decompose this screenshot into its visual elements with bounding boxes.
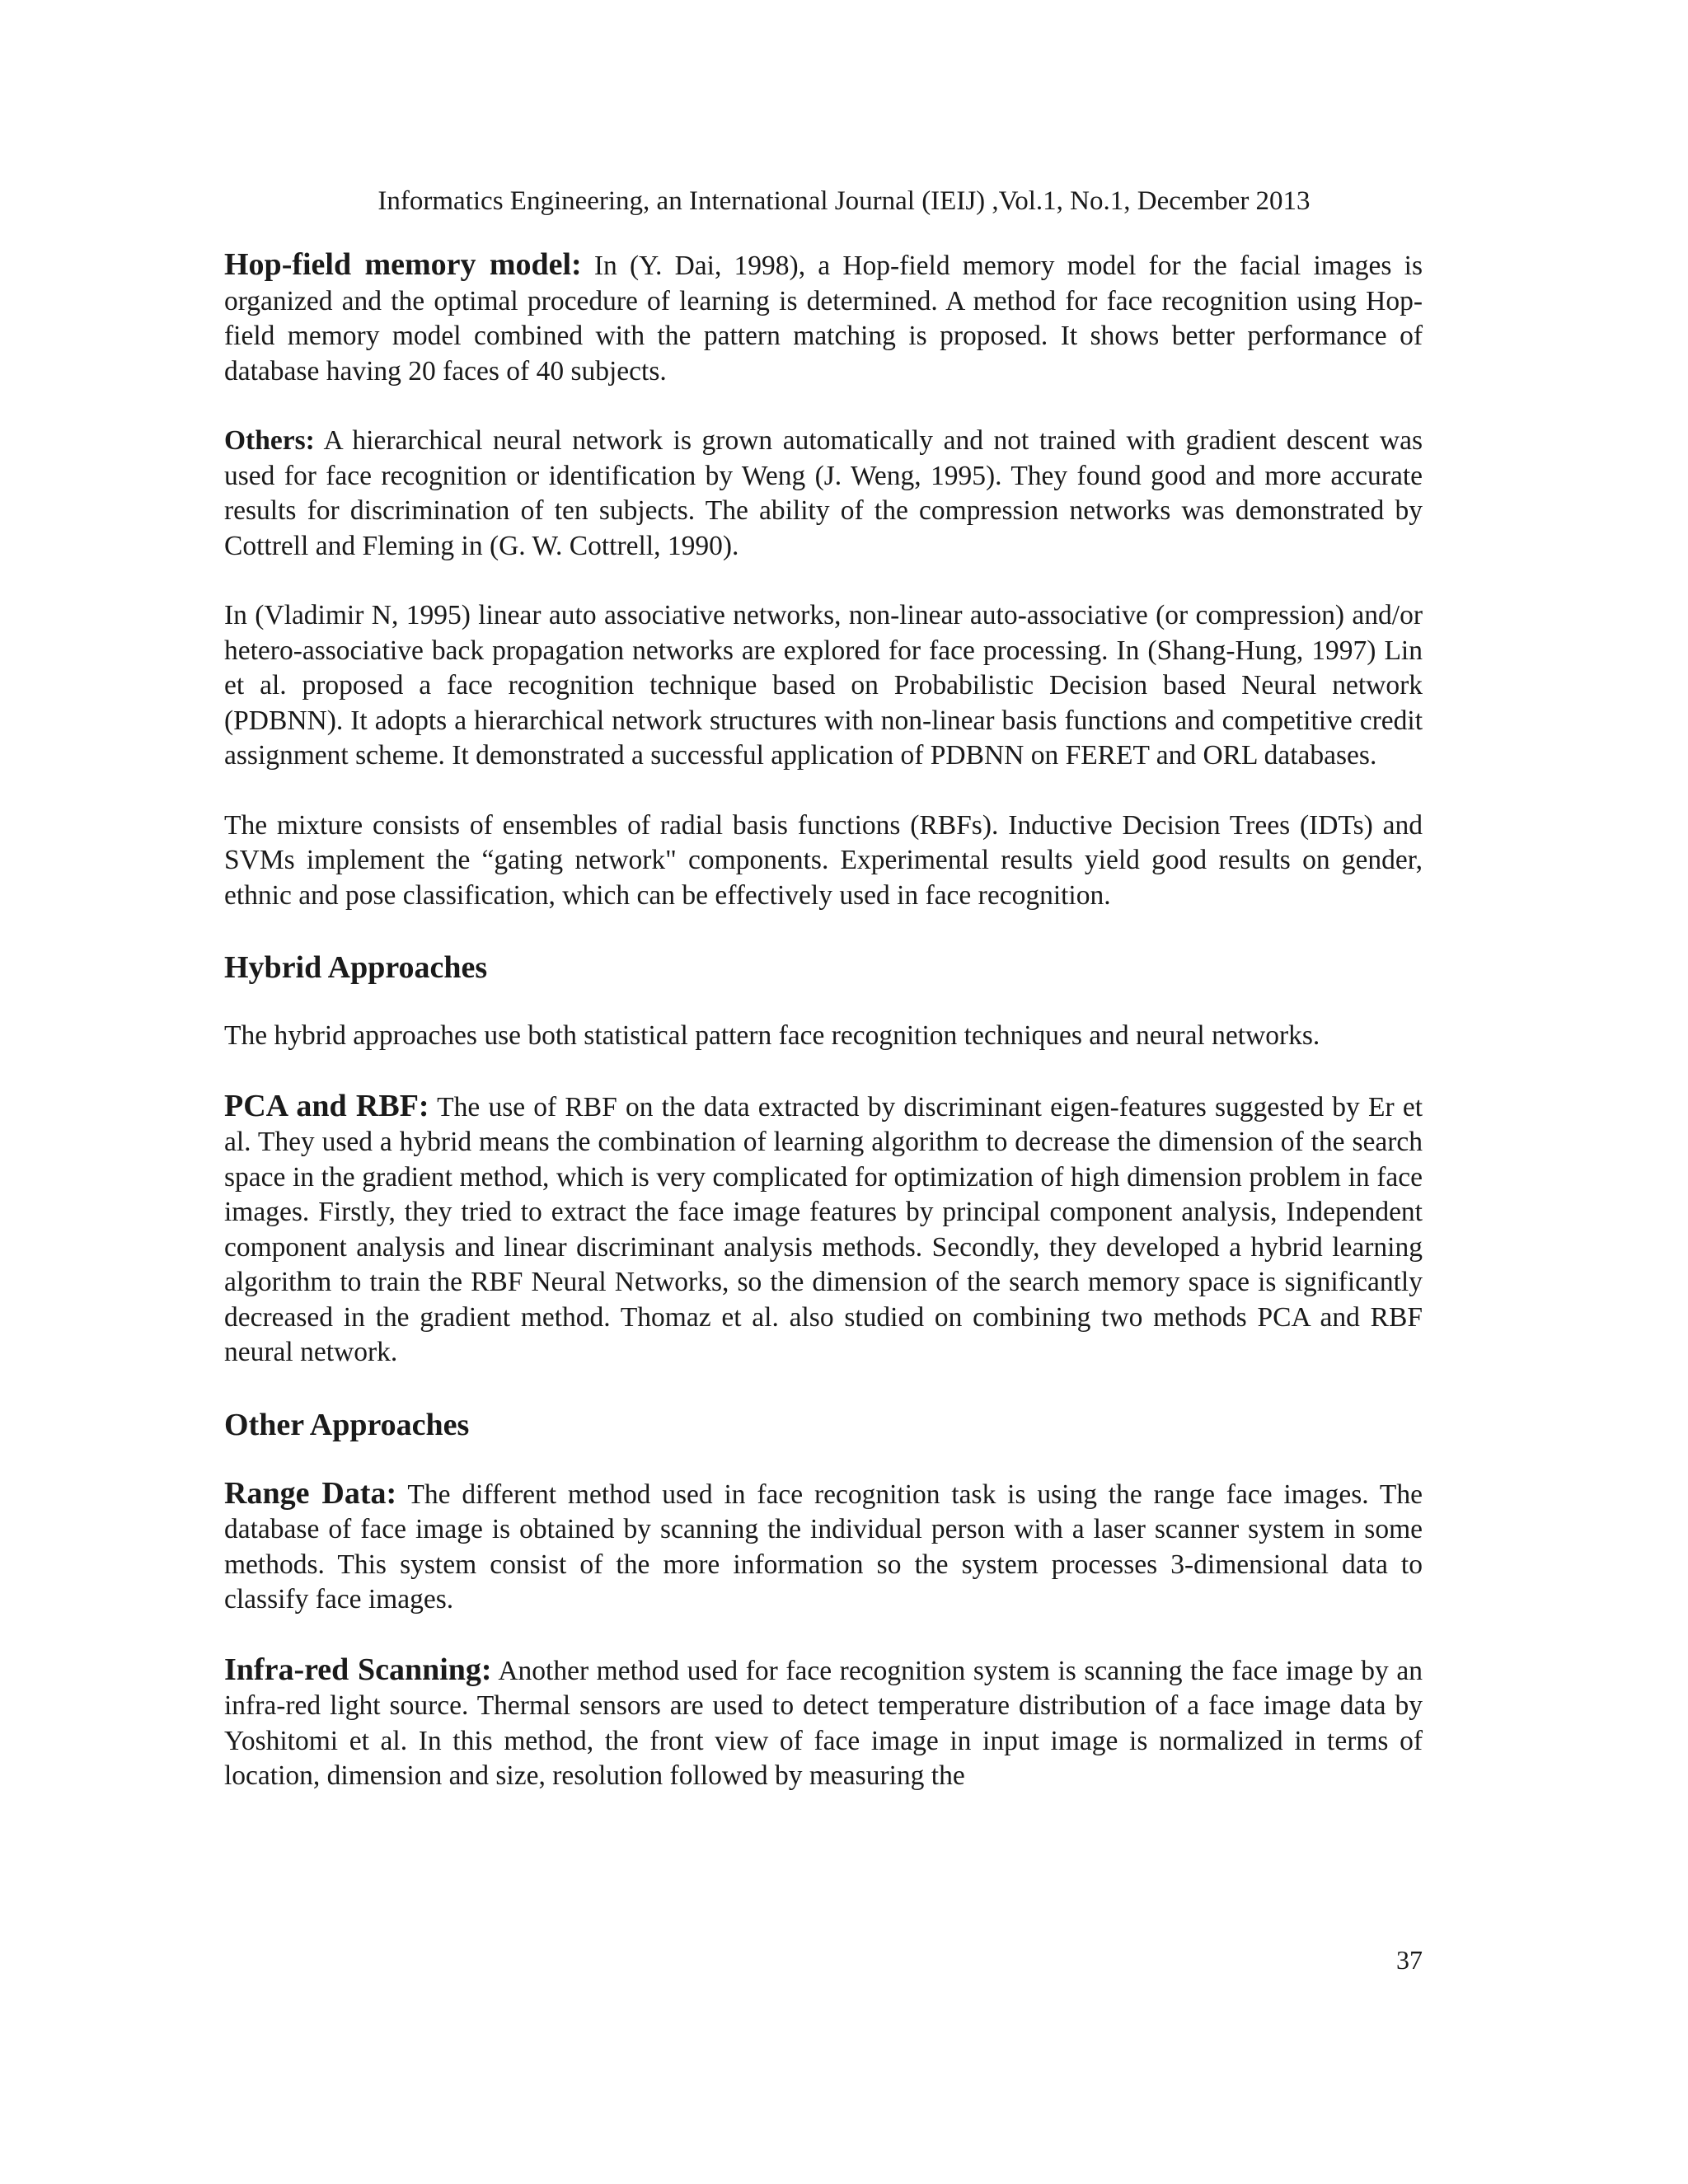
paragraph-vladimir: In (Vladimir N, 1995) linear auto associative networks, non-linear auto-associative (or compression) and/or hetero-associative back propagation networks are explored for face processing. In (Shang-Hung, 1997) Lin et al. proposed a face recognition technique based on Probabilistic Decision based Neural network (PDBNN). It adopts a hierarchical network structures with non-linear basis functions and competitive credit assignment scheme. It demonstrated a successful application of PDBNN on FERET and ORL databases.: [224, 600, 1423, 771]
paragraph-pca-rbf: [224, 1089, 1423, 1371]
section-heading-hybrid: Hybrid Approaches: [224, 950, 488, 985]
paragraph-mixture: The mixture consists of ensembles of radial basis functions (RBFs). Inductive Decision Trees (IDTs) and SVMs implement the “gating network" components. Experimental results yield good results on gender, ethnic and pose classification, which can be effectively used in face recognition.: [224, 809, 1423, 911]
paragraph-text-hopfield: In (Y. Dai, 1998), a Hop-field memory model for the facial images is organized and the optimal procedure of learning is determined. A method for face recognition using Hop-field memory model combined with the pattern matching is proposed. It shows better performance of database having 20 faces of 40 subjects.: [224, 251, 1423, 387]
running-header: Informatics Engineering, an International Journal (IEIJ) ,Vol.1, No.1, December 2013: [377, 186, 1311, 216]
paragraph-text-range-data: The different method used in face recognition task is using the range face images. The database of face image is obtained by scanning the individual person with a laser scanner system in some methods. This system consist of the more information so the system processes 3-dimensional data to classify face images.: [224, 1479, 1423, 1615]
paragraph-lead-pca-rbf: PCA and RBF:: [224, 1088, 429, 1123]
paragraph-infrared: [224, 1652, 1423, 1794]
paragraph-others: [224, 424, 1423, 564]
paragraph-range-data: [224, 1476, 1423, 1618]
paragraph-text-pca-rbf: The use of RBF on the data extracted by discriminant eigen-features suggested by Er et al. They used a hybrid means the combination of learning algorithm to decrease the dimension of the search space in the gradient method, which is very complicated for optimization of high dimension problem in face images. Firstly, they tried to extract the face image features by principal component analysis, Independent component analysis and linear discriminant analysis methods. Secondly, they developed a hybrid learning algorithm to train the RBF Neural Networks, so the dimension of the search memory space is significantly decreased in the gradient method. Thomaz et al. also studied on combining two methods PCA and RBF neural network.: [224, 1091, 1423, 1367]
page-number: 37: [1396, 1945, 1423, 1975]
page-body: [224, 247, 1423, 1794]
paragraph-lead-others: Others:: [224, 425, 315, 456]
section-heading-other: Other Approaches: [224, 1407, 470, 1442]
paragraph-lead-infrared: Infra-red Scanning:: [224, 1652, 492, 1687]
paragraph-text-others: A hierarchical neural network is grown automatically and not trained with gradient descent was used for face recognition or identification by Weng (J. Weng, 1995). They found good and more accurate results for discrimination of ten subjects. The ability of the compression networks was demonstrated by Cottrell and Fleming in (G. W. Cottrell, 1990).: [224, 425, 1423, 561]
paragraph-text-infrared: Another method used for face recognition system is scanning the face image by an infra-red light source. Thermal sensors are used to detect temperature distribution of a face image data by Yoshitomi et al. In this method, the front view of face image in input image is normalized in terms of location, dimension and size, resolution followed by measuring the: [224, 1655, 1423, 1791]
paragraph-lead-range-data: Range Data:: [224, 1475, 397, 1511]
paragraph-hopfield: [224, 247, 1423, 389]
paragraph-lead-hopfield: Hop-field memory model:: [224, 247, 582, 282]
paper-page: [224, 0, 1423, 2184]
paragraph-hybrid-intro: The hybrid approaches use both statistical pattern face recognition techniques and neural networks.: [224, 1020, 1320, 1051]
